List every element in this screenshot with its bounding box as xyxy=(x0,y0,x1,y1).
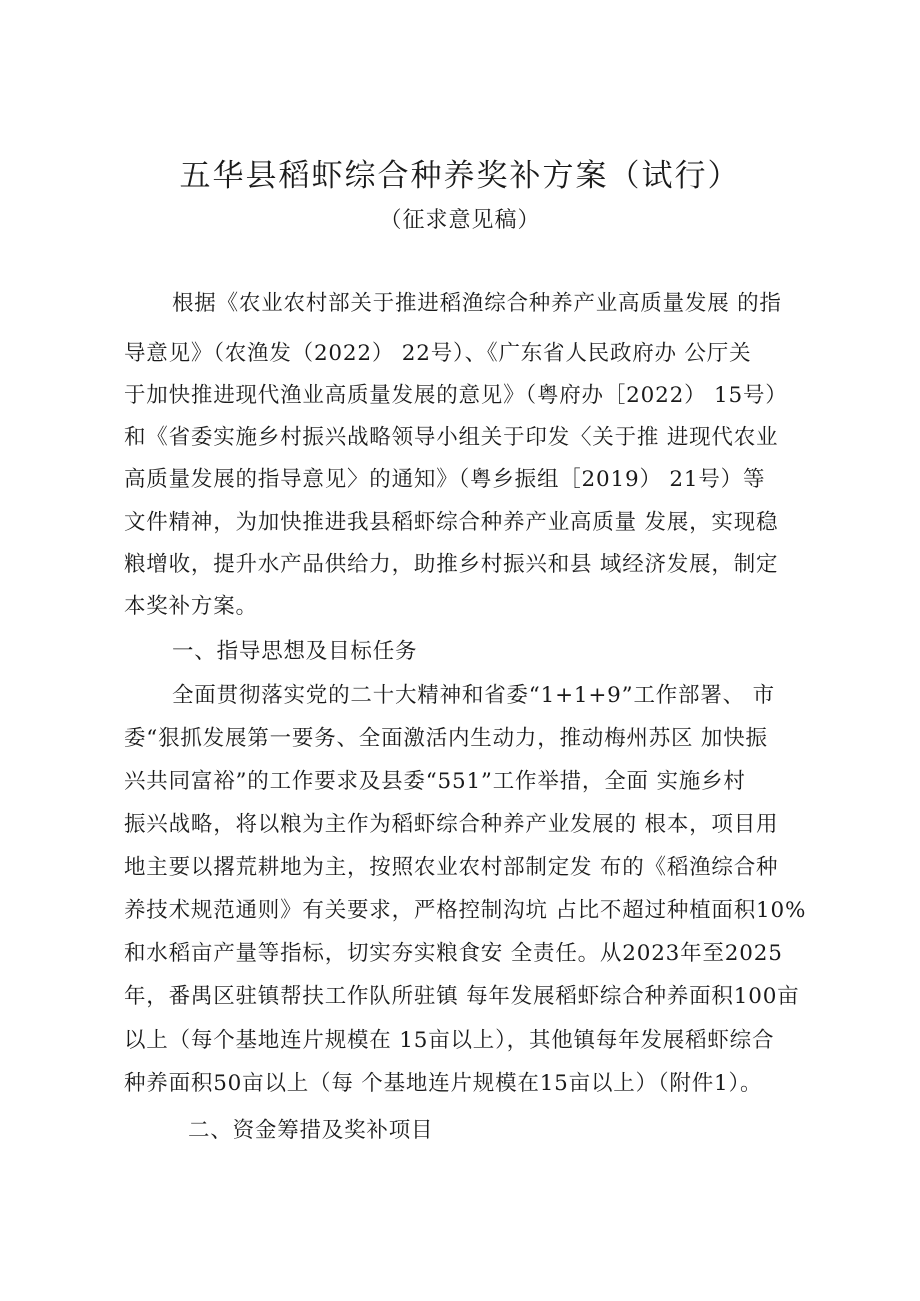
paragraph-line: 本奖补方案。 xyxy=(124,594,258,619)
section-heading: 一、指导思想及目标任务 xyxy=(172,639,418,664)
paragraph-line: 根据《农业农村部关于推进稻渔综合种养产业高质量发展 的指 xyxy=(172,291,782,316)
document-subtitle: （征求意见稿） xyxy=(379,208,541,233)
paragraph-line: 导意见》（农渔发（2022） 22号）、《广东省人民政府办 公厅关 xyxy=(124,341,752,366)
paragraph-line: 委“狠抓发展第一要务、全面激活内生动力，推动梅州苏区 加快振 xyxy=(124,726,768,751)
section-heading: 二、资金筹措及奖补项目 xyxy=(188,1118,434,1143)
paragraph-line: 养技术规范通则》有关要求，严格控制沟坑 占比不超过种植面积10% xyxy=(124,898,807,923)
paragraph-line: 年，番禺区驻镇帮扶工作队所驻镇 每年发展稻虾综合种养面积100亩 xyxy=(124,984,800,1009)
paragraph-line: 文件精神，为加快推进我县稻虾综合种养产业高质量 发展，实现稳 xyxy=(124,510,779,535)
paragraph-line: 和水稻亩产量等指标，切实夯实粮食安 全责任。从2023年至2025 xyxy=(124,941,783,966)
paragraph-line: 粮增收，提升水产品供给力，助推乡村振兴和县 域经济发展，制定 xyxy=(124,552,779,577)
paragraph-line: 兴共同富裕”的工作要求及县委“551”工作举措，全面 实施乡村 xyxy=(124,769,746,794)
paragraph-line: 全面贯彻落实党的二十大精神和省委“1+1+9”工作部署、 市 xyxy=(172,683,775,708)
paragraph-line: 种养面积50亩以上（每 个基地连片规模在15亩以上）（附件1）。 xyxy=(124,1071,763,1096)
paragraph-line: 和《省委实施乡村振兴战略领导小组关于印发〈关于推 进现代农业 xyxy=(124,425,779,450)
paragraph-line: 振兴战略，将以粮为主作为稻虾综合种养产业发展的 根本，项目用 xyxy=(124,812,779,837)
paragraph-line: 以上（每个基地连片规模在 15亩以上），其他镇每年发展稻虾综合 xyxy=(124,1028,775,1053)
document-title: 五华县稻虾综合种养奖补方案（试行） xyxy=(179,158,741,194)
paragraph-line: 高质量发展的指导意见〉的通知》（粤乡振组［2019） 21号）等 xyxy=(124,467,766,492)
paragraph-line: 于加快推进现代渔业高质量发展的意见》（粤府办［2022） 15号） xyxy=(124,383,788,408)
paragraph-line: 地主要以撂荒耕地为主，按照农业农村部制定发 布的《稻渔综合种 xyxy=(124,855,779,880)
